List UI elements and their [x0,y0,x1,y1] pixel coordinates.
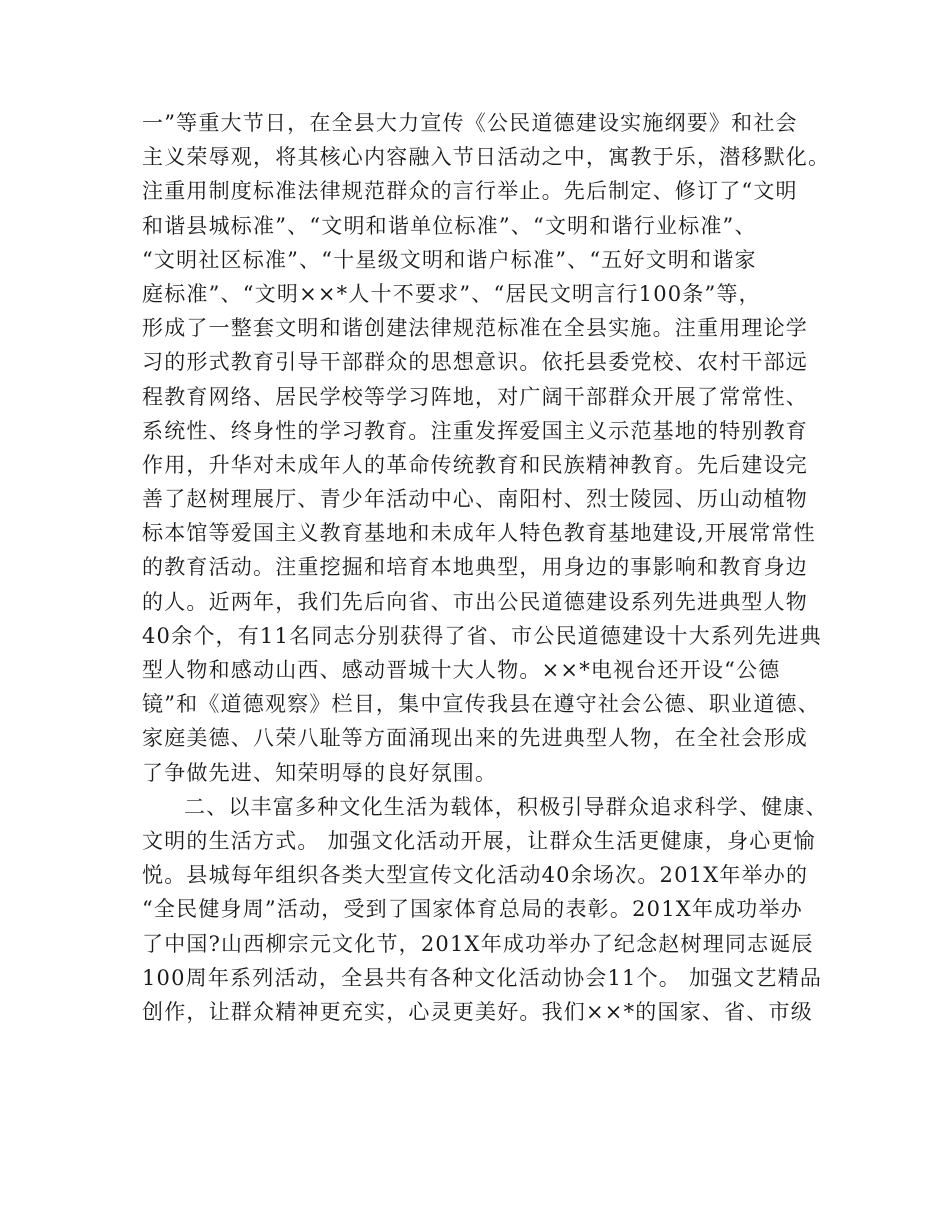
text-line: 悦。县城每年组织各类大型宣传文化活动40余场次。201X年举办的 [142,863,809,888]
body-text [142,106,831,1029]
text-line: 一”等重大节日，在全县大力宣传《公民道德建设实施纲要》和社会 [142,111,798,135]
text-line: 家庭美德、八荣八耻等方面涌现出来的先进典型人物，在全社会形成 [142,726,808,751]
text-line: 注重用制度标准法律规范群众的言行举止。先后制定、修订了“文明 [142,179,798,204]
text-line: 100周年系列活动，全县共有各种文化活动协会11个。 加强文艺精品 [142,965,823,990]
section-heading-line: 二、以丰富多种文化生活为载体，积极引导群众追求科学、健康、 [184,794,828,819]
text-line: “全民健身周”活动，受到了国家体育总局的表彰。201X年成功举办 [142,897,803,922]
text-line: “文明社区标准”、“十星级文明和谐户标准”、“五好文明和谐家 [142,247,757,272]
text-line: 了争做先进、知荣明辱的良好氛围。 [142,760,498,785]
text-line: 的教育活动。注重挖掘和培育本地典型，用身边的事影响和教育身边 [142,555,808,580]
text-line: 40余个，有11名同志分别获得了省、市公民道德建设十大系列先进典 [142,623,822,648]
text-line: 作用，升华对未成年人的革命传统教育和民族精神教育。先后建设完 [142,452,808,477]
text-line: 了中国?山西柳宗元文化节，201X年成功举办了纪念赵树理同志诞辰 [142,931,814,956]
text-line: 的人。近两年，我们先后向省、市出公民道德建设系列先进典型人物 [142,589,808,614]
text-line: 习的形式教育引导干部群众的思想意识。依托县委党校、农村干部远 [142,350,808,375]
text-line: 镜”和《道德观察》栏目，集中宣传我县在遵守社会公德、职业道德、 [142,692,820,717]
text-line: 型人物和感动山西、感动晋城十大人物。××*电视台还开设“公德 [142,658,781,682]
text-line: 程教育网络、居民学校等学习阵地，对广阔干部群众开展了常常性、 [142,384,808,409]
text-line: 标本馆等爱国主义教育基地和未成年人特色教育基地建设,开展常常性 [142,521,816,546]
text-line: 和谐县城标准”、“文明和谐单位标准”、“文明和谐行业标准”、 [142,213,757,238]
text-line: 主义荣辱观，将其核心内容融入节日活动之中，寓教于乐，潜移默化。 [142,145,831,170]
text-line: 庭标准”、“文明××*人十不要求”、“居民文明言行100条”等， [142,281,761,306]
text-line: 文明的生活方式。 加强文化活动开展，让群众生活更健康，身心更愉 [142,828,816,853]
text-line: 创作，让群众精神更充实，心灵更美好。我们××*的国家、省、市级 [142,999,813,1024]
text-line: 系统性、终身性的学习教育。注重发挥爱国主义示范基地的特别教育 [142,418,808,443]
text-line: 形成了一整套文明和谐创建法律规范标准在全县实施。注重用理论学 [142,316,808,341]
text-line: 善了赵树理展厅、青少年活动中心、南阳村、烈士陵园、历山动植物 [142,487,808,512]
